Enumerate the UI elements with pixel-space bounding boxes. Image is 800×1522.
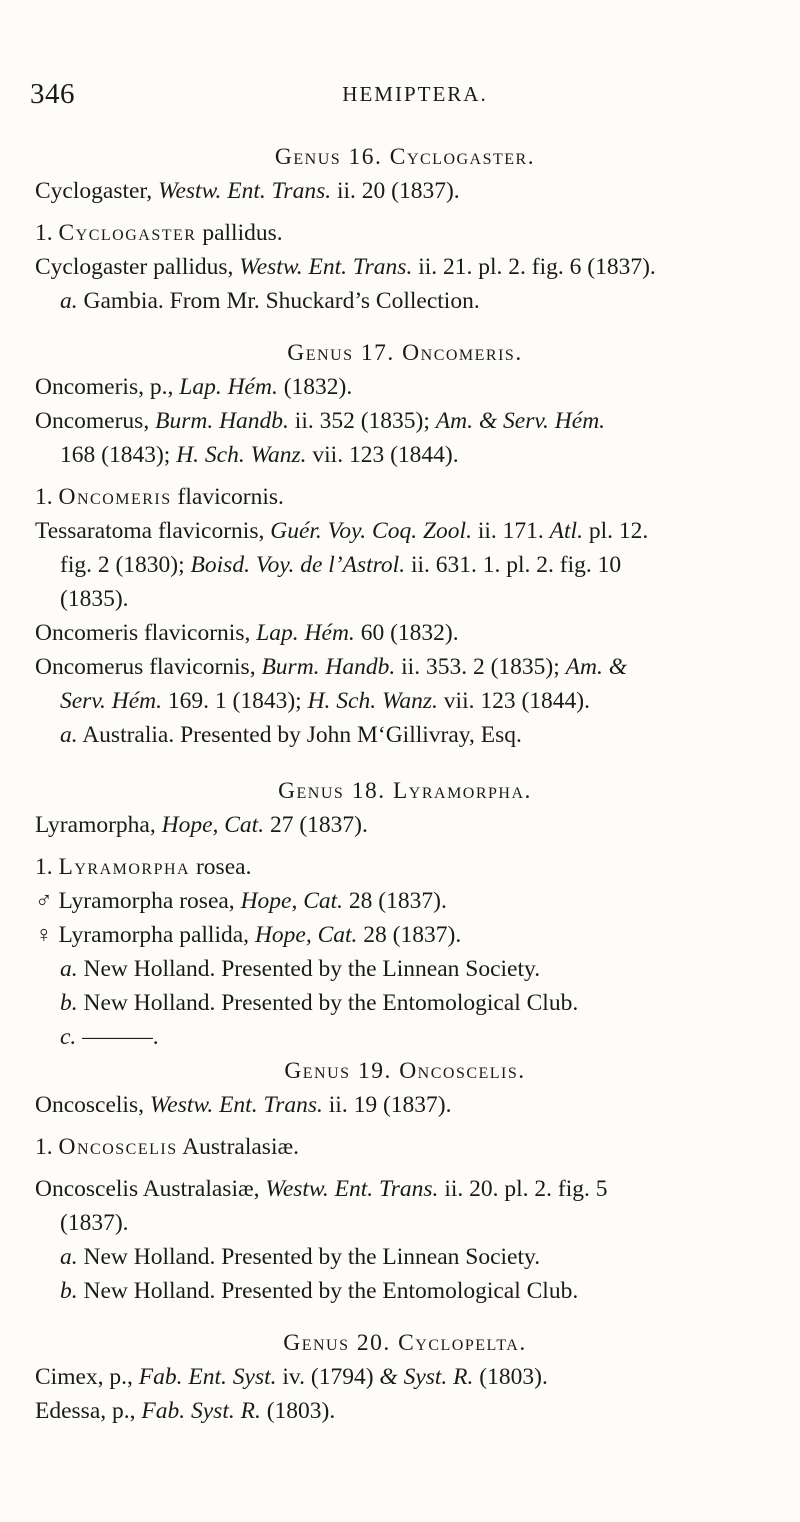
genus-heading: Genus 17. Oncomeris. [287, 340, 523, 366]
species-heading: 1. Oncoscelis Australasiæ. [35, 1134, 300, 1160]
synonym-line: Lyramorpha, Hope, Cat. 27 (1837). [35, 812, 368, 838]
synonym-line-cont: fig. 2 (1830); Boisd. Voy. de l’Astrol. ii. 631. 1. pl. 2. fig. 10 [60, 552, 622, 578]
synonym-line-cont: Serv. Hém. 169. 1 (1843); H. Sch. Wanz. vii. 123 (1844). [60, 688, 591, 714]
specimen-line: a. Gambia. From Mr. Shuckard’s Collection. [60, 288, 480, 314]
synonym-line: Cyclogaster pallidus, Westw. Ent. Trans. ii. 21. pl. 2. fig. 6 (1837). [35, 254, 656, 280]
synonym-line: Tessaratoma flavicornis, Guér. Voy. Coq. Zool. ii. 171. Atl. pl. 12. [35, 518, 649, 544]
genus-heading: Genus 16. Cyclogaster. [274, 144, 536, 170]
synonym-line-male: ♂ Lyramorpha rosea, Hope, Cat. 28 (1837). [35, 888, 447, 914]
synonym-line: Oncomerus flavicornis, Burm. Handb. ii. 353. 2 (1835); Am. & [35, 654, 628, 680]
species-heading: 1. Oncomeris flavicornis. [35, 484, 284, 510]
genus-heading: Genus 19. Oncoscelis. [284, 1058, 526, 1084]
species-heading: 1. Lyramorpha rosea. [35, 854, 252, 880]
page-body [35, 140, 775, 1428]
specimen-line: b. New Holland. Presented by the Entomological Club. [60, 1278, 579, 1304]
synonym-line: Oncoscelis, Westw. Ent. Trans. ii. 19 (1837). [35, 1092, 452, 1118]
specimen-line: a. New Holland. Presented by the Linnean Society. [60, 956, 541, 982]
synonym-line-cont: (1835). [60, 586, 129, 612]
specimen-line: c. ———. [60, 1024, 159, 1050]
synonym-line: Oncomerus, Burm. Handb. ii. 352 (1835); Am. & Serv. Hém. [35, 408, 606, 434]
specimen-line: a. Australia. Presented by John M‘Gillivray, Esq. [60, 722, 522, 748]
species-heading: 1. Cyclogaster pallidus. [35, 220, 283, 246]
synonym-line-cont: (1837). [60, 1210, 129, 1236]
synonym-line: Cimex, p., Fab. Ent. Syst. iv. (1794) & Syst. R. (1803). [35, 1364, 548, 1390]
specimen-line: b. New Holland. Presented by the Entomological Club. [60, 990, 579, 1016]
synonym-line: Oncoscelis Australasiæ, Westw. Ent. Trans. ii. 20. pl. 2. fig. 5 [35, 1176, 608, 1202]
genus-heading: Genus 18. Lyramorpha. [278, 778, 532, 804]
genus-heading: Genus 20. Cyclopelta. [283, 1330, 527, 1356]
synonym-line: Edessa, p., Fab. Syst. R. (1803). [35, 1398, 336, 1424]
synonym-line: Oncomeris, p., Lap. Hém. (1832). [35, 374, 353, 400]
synonym-line-cont: 168 (1843); H. Sch. Wanz. vii. 123 (1844). [60, 442, 459, 468]
running-title: HEMIPTERA. [342, 82, 488, 106]
synonym-line: Cyclogaster, Westw. Ent. Trans. ii. 20 (1837). [35, 178, 460, 204]
page-number: 346 [30, 78, 75, 110]
synonym-line: Oncomeris flavicornis, Lap. Hém. 60 (1832). [35, 620, 459, 646]
page-header [30, 78, 770, 112]
specimen-line: a. New Holland. Presented by the Linnean Society. [60, 1244, 541, 1270]
synonym-line-female: ♀ Lyramorpha pallida, Hope, Cat. 28 (1837). [35, 922, 462, 948]
